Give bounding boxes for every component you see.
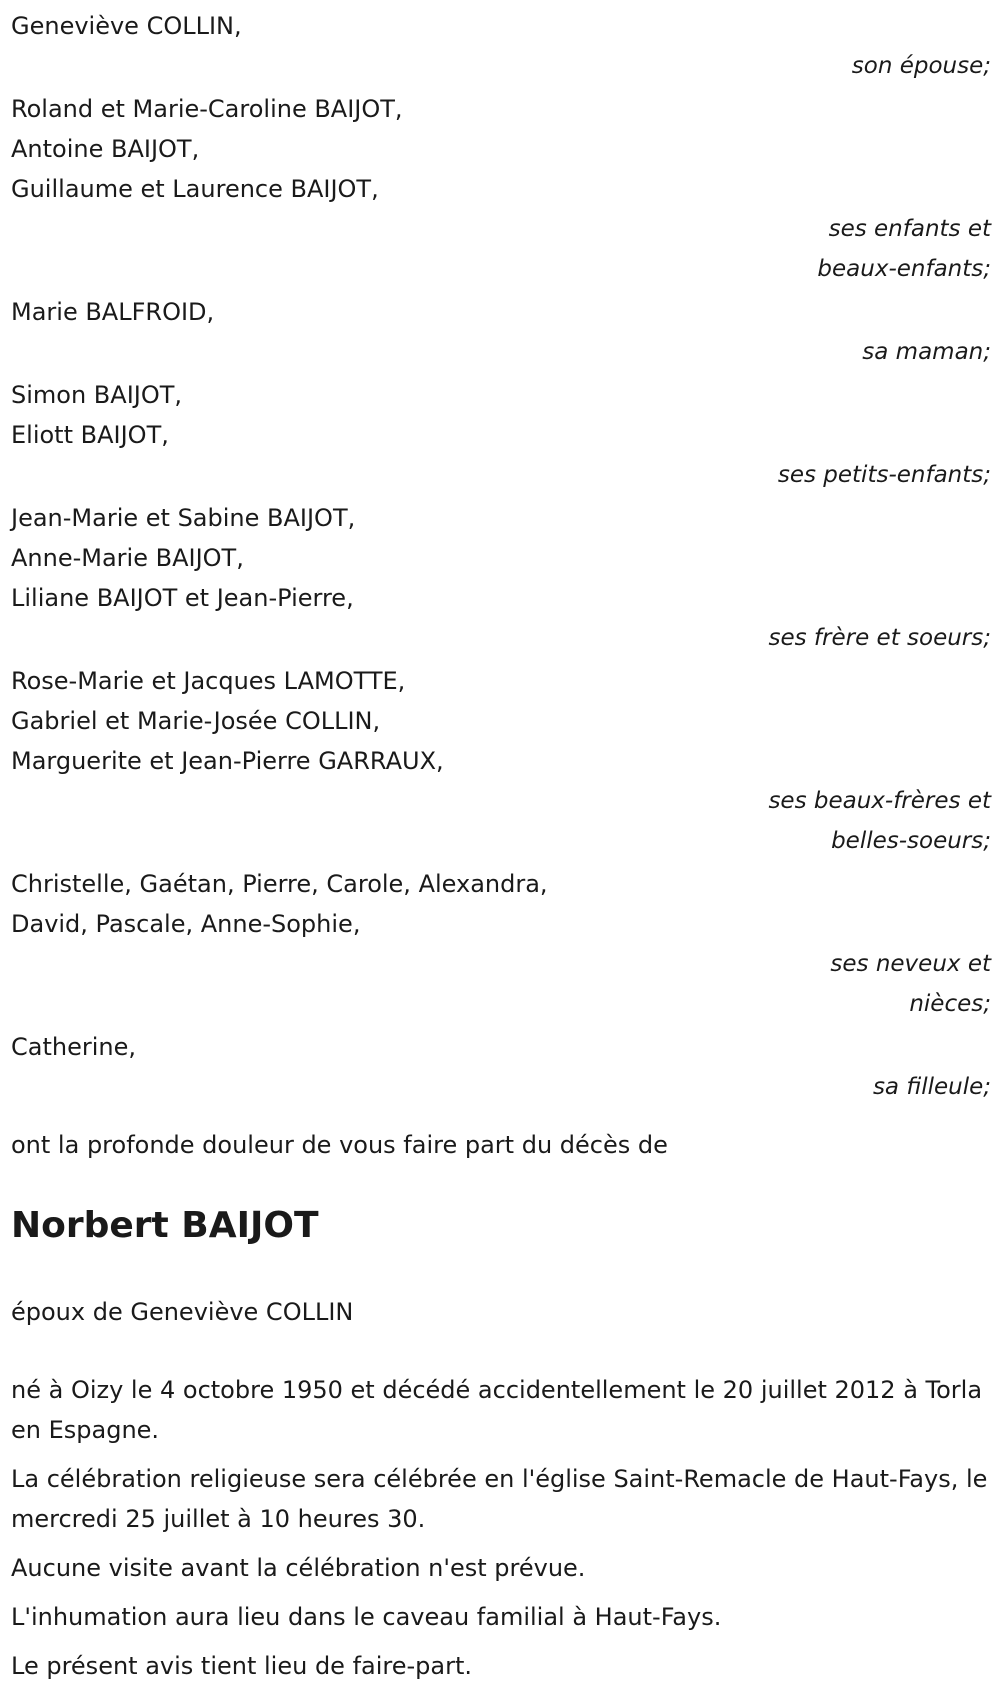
notice-paragraph: Le présent avis tient lieu de faire-part. — [11, 1652, 473, 1680]
family-list — [11, 6, 991, 1107]
relationship-label: sa filleule; — [872, 1074, 991, 1100]
burial-paragraph: L'inhumation aura lieu dans le caveau familial à Haut-Fays. — [11, 1603, 722, 1631]
family-member-name: Catherine, — [11, 1033, 136, 1061]
announcement-intro: ont la profonde douleur de vous faire part du décès de — [11, 1131, 668, 1159]
relationship-label: belles-soeurs; — [831, 828, 991, 854]
family-group — [11, 661, 991, 861]
family-member-name: Gabriel et Marie-Josée COLLIN, — [11, 707, 381, 735]
relationship-label: ses petits-enfants; — [777, 462, 991, 488]
family-member-name: Christelle, Gaétan, Pierre, Carole, Alexandra, — [11, 870, 548, 898]
family-member-name: Antoine BAIJOT, — [11, 135, 200, 163]
family-group — [11, 375, 991, 495]
relationship-label: ses frère et soeurs; — [768, 625, 991, 651]
relationship-label: beaux-enfants; — [817, 256, 991, 282]
spouse-line: époux de Geneviève COLLIN — [11, 1298, 354, 1326]
family-member-name: Simon BAIJOT, — [11, 381, 183, 409]
family-member-name: Rose-Marie et Jacques LAMOTTE, — [11, 667, 406, 695]
relationship-label: son épouse; — [851, 53, 991, 79]
family-group — [11, 1027, 991, 1107]
birth-death-paragraph: né à Oizy le 4 octobre 1950 et décédé accidentellement le 20 juillet 2012 à Torla en Espagne. — [11, 1376, 983, 1444]
family-group — [11, 89, 991, 289]
ceremony-paragraph: La célébration religieuse sera célébrée en l'église Saint-Remacle de Haut-Fays, le mercredi 25 juillet à 10 heures 30. — [11, 1465, 988, 1533]
family-group — [11, 498, 991, 658]
family-member-name: Guillaume et Laurence BAIJOT, — [11, 175, 379, 203]
family-member-name: Marguerite et Jean-Pierre GARRAUX, — [11, 747, 444, 775]
family-member-name: Geneviève COLLIN, — [11, 12, 242, 40]
family-member-name: Anne-Marie BAIJOT, — [11, 544, 244, 572]
family-group — [11, 292, 991, 372]
family-member-name: Jean-Marie et Sabine BAIJOT, — [11, 504, 356, 532]
family-member-name: Eliott BAIJOT, — [11, 421, 169, 449]
family-member-name: Roland et Marie-Caroline BAIJOT, — [11, 95, 403, 123]
relationship-label: ses beaux-frères et — [768, 788, 991, 814]
no-visit-paragraph: Aucune visite avant la célébration n'est prévue. — [11, 1554, 586, 1582]
family-member-name: Marie BALFROID, — [11, 298, 215, 326]
family-group — [11, 6, 991, 86]
family-group — [11, 864, 991, 1024]
family-member-name: Liliane BAIJOT et Jean-Pierre, — [11, 584, 354, 612]
relationship-label: sa maman; — [862, 339, 991, 365]
relationship-label: nièces; — [909, 991, 991, 1017]
deceased-name: Norbert BAIJOT — [11, 1205, 319, 1246]
relationship-label: ses neveux et — [830, 951, 991, 977]
obituary-notice — [11, 6, 991, 1686]
relationship-label: ses enfants et — [828, 216, 991, 242]
family-member-name: David, Pascale, Anne-Sophie, — [11, 910, 361, 938]
